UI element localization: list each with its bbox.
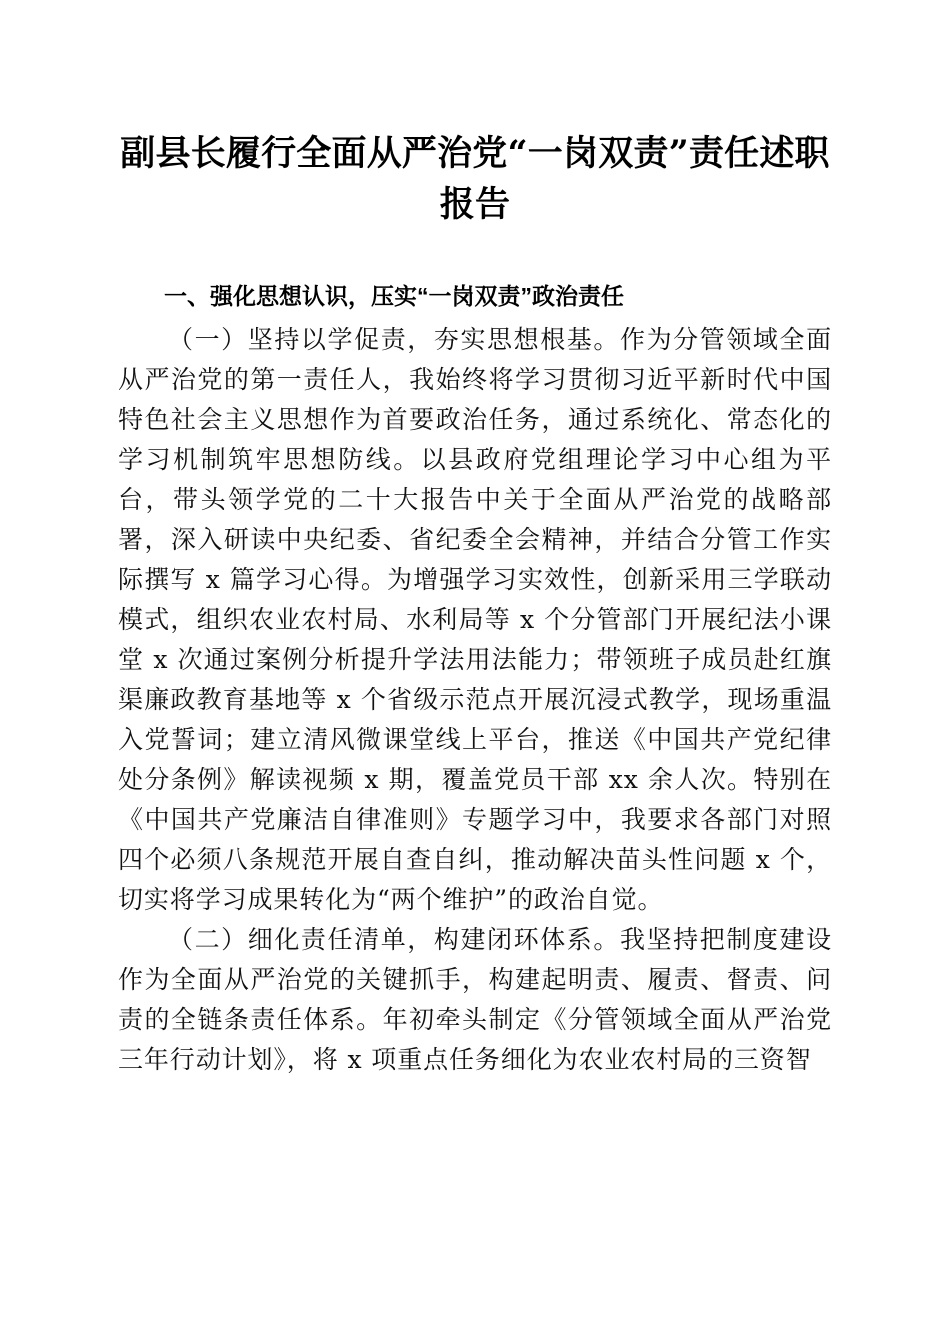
- paragraph-1: （一）坚持以学促责，夯实思想根基。作为分管领域全面从严治党的第一责任人，我始终将学习贯彻习近平新时代中国特色社会主义思想作为首要政治任务，通过系统化、常态化的学习机制筑牢思想防线。以县政府党组理论学习中心组为平台，带头领学党的二十大报告中关于全面从严治党的战略部署，深入研读中央纪委、省纪委全会精神，并结合分管工作实际撰写 x 篇学习心得。为增强学习实效性，创新采用三学联动模式，组织农业农村局、水利局等 x 个分管部门开展纪法小课堂 x 次通过案例分析提升学法用法能力；带领班子成员赴红旗渠廉政教育基地等 x 个省级示范点开展沉浸式教学，现场重温入党誓词；建立清风微课堂线上平台，推送《中国共产党纪律处分条例》解读视频 x 期，覆盖党员干部 xx 余人次。特别在《中国共产党廉洁自律准则》专题学习中，我要求各部门对照四个必须八条规范开展自查自纠，推动解决苗头性问题 x 个，切实将学习成果转化为“两个维护”的政治自觉。: [118, 325, 832, 914]
- paragraph-2: （二）细化责任清单，构建闭环体系。我坚持把制度建设作为全面从严治党的关键抓手，构建起明责、履责、督责、问责的全链条责任体系。年初牵头制定《分管领域全面从严治党三年行动计划》，将 x 项重点任务细化为农业农村局的三资智: [118, 925, 832, 1074]
- section-heading-1: 一、强化思想认识，压实“一岗双责”政治责任: [164, 283, 624, 309]
- page-title: 副县长履行全面从严治党“一岗双责”责任述职报告: [120, 133, 830, 225]
- document-body: [118, 0, 832, 1080]
